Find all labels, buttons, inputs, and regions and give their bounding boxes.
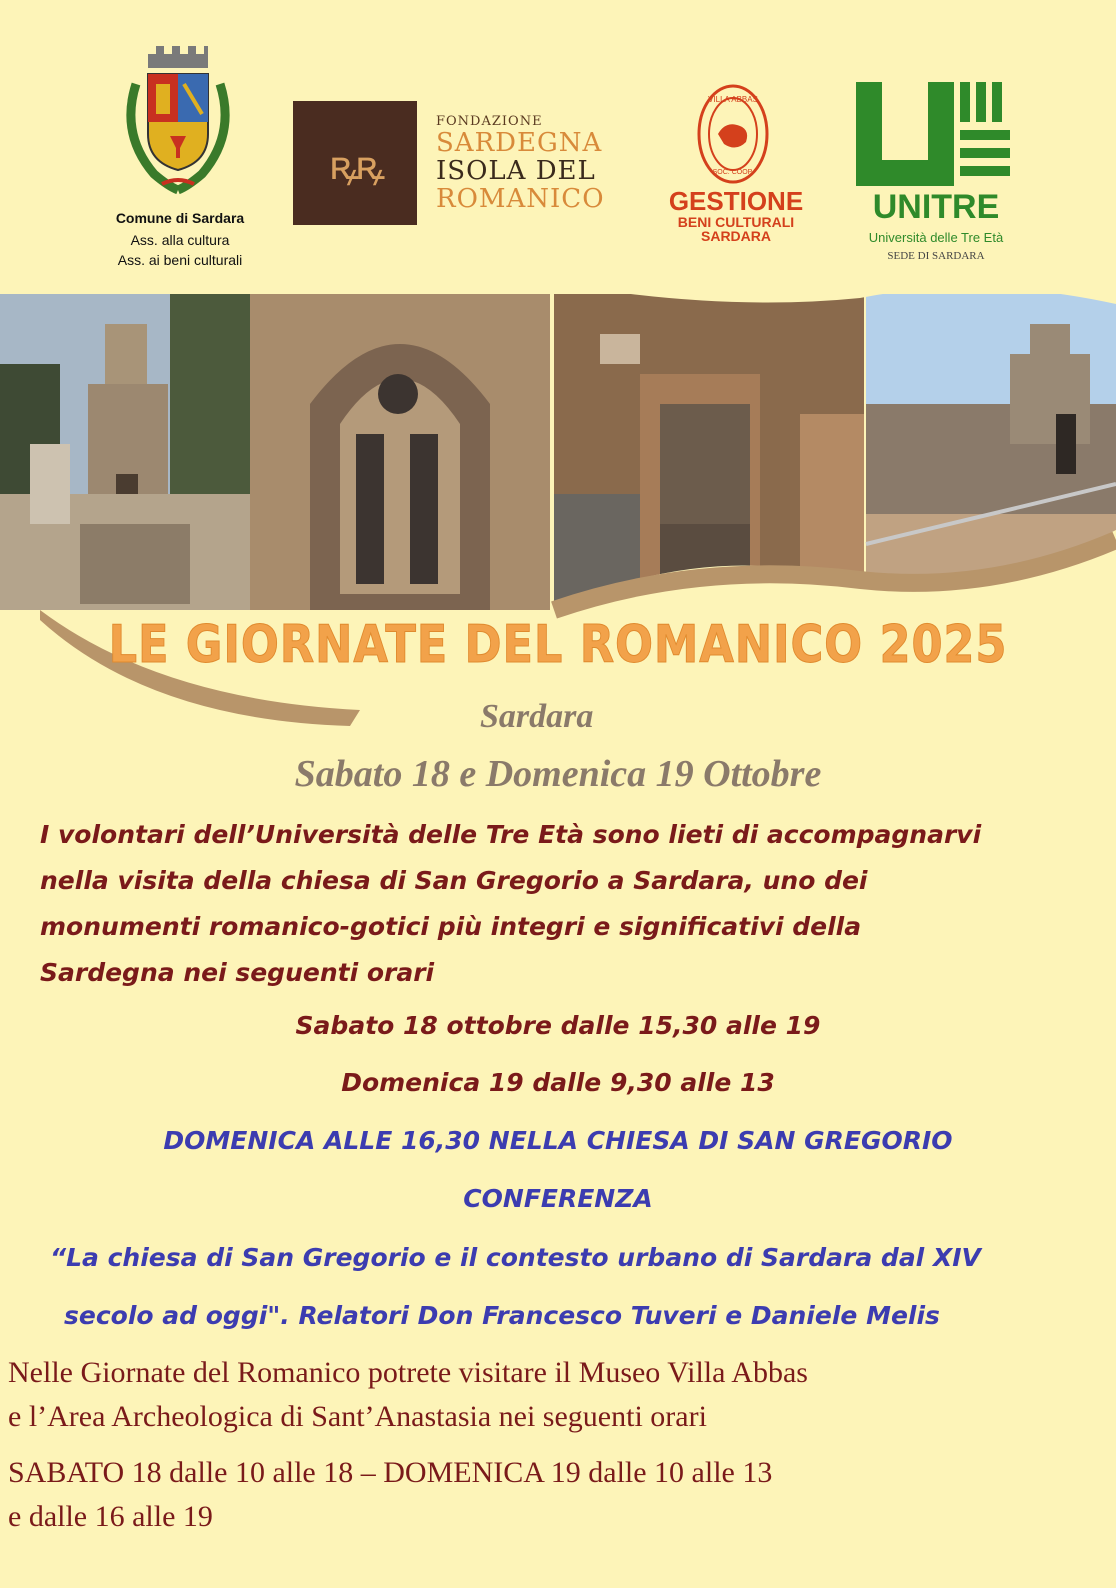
gestione-title: GESTIONE xyxy=(668,186,804,216)
gestione-line2: BENI CULTURALI xyxy=(677,214,795,230)
unitre-subtitle: Università delle Tre Età xyxy=(868,230,1004,245)
poster-dates: Sabato 18 e Domenica 19 Ottobre xyxy=(294,753,822,795)
poster-title: LE GIORNATE DEL ROMANICO 2025 xyxy=(108,615,1008,675)
decorative-wave xyxy=(0,280,1116,760)
fondazione-line3: ISOLA DEL xyxy=(436,156,596,186)
seal-subtext: SOC. COOP. xyxy=(712,169,754,176)
comune-name: Comune di Sardara xyxy=(115,210,245,226)
schedule-sunday: Domenica 19 dalle 9,30 alle 13 xyxy=(341,1068,775,1097)
gestione-line3: SARDARA xyxy=(701,228,771,244)
fondazione-logo-icon xyxy=(293,101,417,225)
intro-line: I volontari dell’Università delle Tre Età sono lieti di accompagnarvi xyxy=(40,820,982,849)
museum-info-line1: Nelle Giornate del Romanico potrete visitare il Museo Villa Abbas xyxy=(8,1356,808,1389)
poster-place: Sardara xyxy=(480,698,594,735)
unitre-seat: SEDE DI SARDARA xyxy=(887,250,985,262)
conference-label: CONFERENZA xyxy=(463,1184,653,1213)
museum-hours-line2: e dalle 16 alle 19 xyxy=(8,1500,213,1533)
schedule-saturday: Sabato 18 ottobre dalle 15,30 alle 19 xyxy=(295,1011,821,1040)
unitre-name: UNITRE xyxy=(872,188,1000,226)
fondazione-mark: ꝶꝶ xyxy=(328,142,382,189)
intro-line: Sardegna nei seguenti orari xyxy=(40,958,435,987)
conference-title-line2: secolo ad oggi". Relatori Don Francesco Tuveri e Daniele Melis xyxy=(64,1301,940,1330)
villa-abbas-seal-icon xyxy=(696,82,770,186)
comune-sub-culture: Ass. alla cultura xyxy=(130,232,230,248)
conference-time: DOMENICA ALLE 16,30 NELLA CHIESA DI SAN GREGORIO xyxy=(163,1126,953,1155)
fondazione-line4: ROMANICO xyxy=(436,184,605,214)
fondazione-line1: FONDAZIONE xyxy=(436,114,543,129)
intro-line: monumenti romanico-gotici più integri e significativi della xyxy=(40,912,862,941)
logo-header xyxy=(0,0,1116,290)
comune-sub-heritage: Ass. ai beni culturali xyxy=(117,252,243,268)
intro-paragraph xyxy=(40,812,1080,996)
sardara-crest-icon xyxy=(118,44,238,204)
fondazione-line2: SARDEGNA xyxy=(436,128,603,158)
unitre-logo-icon xyxy=(856,82,1016,190)
seal-text: VILLA ABBAS xyxy=(708,95,758,104)
conference-title-line1: “La chiesa di San Gregorio e il contesto urbano di Sardara dal XIV xyxy=(50,1243,981,1272)
museum-hours-line1: SABATO 18 dalle 10 alle 18 – DOMENICA 19 dalle 10 alle 13 xyxy=(8,1456,773,1489)
museum-info-line2: e l’Area Archeologica di Sant’Anastasia nei seguenti orari xyxy=(8,1400,707,1433)
intro-line: nella visita della chiesa di San Gregorio a Sardara, uno dei xyxy=(40,866,868,895)
